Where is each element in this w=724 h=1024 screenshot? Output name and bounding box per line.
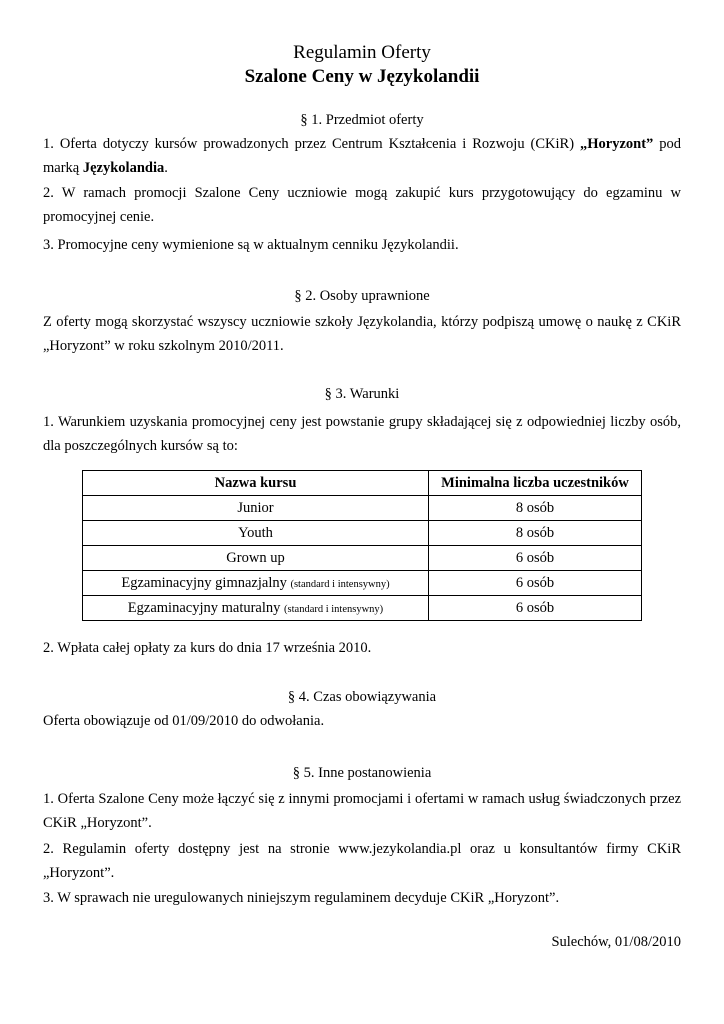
section5-paragraph2: 2. Regulamin oferty dostępny jest na stronie www.jezykolandia.pl oraz u konsultantów firmy CKiR „Horyzont”.	[43, 841, 681, 881]
course-min-cell: 6 osób	[429, 571, 642, 596]
table-header-min-participants: Minimalna liczba uczestników	[429, 471, 642, 496]
course-min-cell: 8 osób	[429, 521, 642, 546]
section5-heading: § 5. Inne postanowienia	[292, 765, 432, 781]
course-name: Grown up	[226, 549, 285, 566]
section2-paragraph1: Z oferty mogą skorzystać wszyscy uczniowie szkoły Językolandia, którzy podpiszą umowę o naukę z CKiR „Horyzont” w roku szkolnym 2010/2011.	[43, 314, 681, 354]
table-row	[83, 521, 642, 546]
table-row	[83, 596, 642, 621]
course-min-cell: 6 osób	[429, 596, 642, 621]
section1-p1-text-f: .	[164, 160, 168, 176]
section1-paragraph1	[43, 132, 681, 180]
table-row	[83, 571, 642, 596]
section1-p1-brand: „Horyzont”	[580, 136, 654, 152]
section4-heading: § 4. Czas obowiązywania	[287, 689, 437, 705]
course-name-cell	[83, 596, 429, 621]
course-name: Youth	[238, 524, 273, 541]
section1-p1-text-d: marką	[43, 160, 83, 176]
section1-p1-brand2: Językolandia	[82, 160, 165, 176]
section1-paragraph2: 2. W ramach promocji Szalone Ceny uczniowie mogą zakupić kurs przygotowujący do egzaminu w promocyjnej cenie.	[43, 185, 681, 225]
section1-p1-text-a: 1. Oferta dotyczy kursów prowadzonych przez Centrum Kształcenia i Rozwoju (CKiR)	[43, 136, 580, 152]
section4-paragraph1: Oferta obowiązuje od 01/09/2010 do odwołania.	[43, 713, 325, 729]
course-note: (standard i intensywny)	[284, 603, 384, 615]
section2-heading: § 2. Osoby uprawnione	[294, 288, 430, 304]
table-row	[83, 546, 642, 571]
table-header-row	[83, 471, 642, 496]
section1-heading: § 1. Przedmiot oferty	[300, 112, 424, 128]
course-note: (standard i intensywny)	[290, 578, 390, 590]
course-min-cell: 8 osób	[429, 496, 642, 521]
document-subtitle: Szalone Ceny w Językolandii	[244, 66, 480, 87]
course-name-cell	[83, 571, 429, 596]
course-min-cell: 6 osób	[429, 546, 642, 571]
document-date: Sulechów, 01/08/2010	[551, 934, 681, 950]
course-name-cell	[83, 521, 429, 546]
course-name: Junior	[237, 499, 274, 516]
section3-paragraph2: 2. Wpłata całej opłaty za kurs do dnia 17 września 2010.	[43, 640, 372, 656]
course-name: Egzaminacyjny maturalny	[127, 599, 285, 616]
course-name-cell	[83, 546, 429, 571]
section5-paragraph3: 3. W sprawach nie uregulowanych niniejszym regulaminem decyduje CKiR „Horyzont”.	[43, 890, 560, 906]
section1-paragraph3: 3. Promocyjne ceny wymienione są w aktualnym cenniku Językolandii.	[43, 237, 459, 253]
section3-paragraph1: 1. Warunkiem uzyskania promocyjnej ceny jest powstanie grupy składającej się z odpowiedniej liczby osób, dla poszczególnych kursów są to:	[43, 414, 681, 454]
document-title: Regulamin Oferty	[293, 42, 431, 63]
table-header-course-name: Nazwa kursu	[83, 471, 429, 496]
section1-p1-text-c: pod	[653, 136, 682, 152]
section3-heading: § 3. Warunki	[324, 386, 400, 402]
table-row	[83, 496, 642, 521]
course-table	[82, 470, 642, 621]
course-name: Egzaminacyjny gimnazjalny	[121, 574, 291, 591]
course-name-cell	[83, 496, 429, 521]
section5-paragraph1: 1. Oferta Szalone Ceny może łączyć się z innymi promocjami i ofertami w ramach usług świadczonych przez CKiR „Horyzont”.	[43, 791, 681, 831]
